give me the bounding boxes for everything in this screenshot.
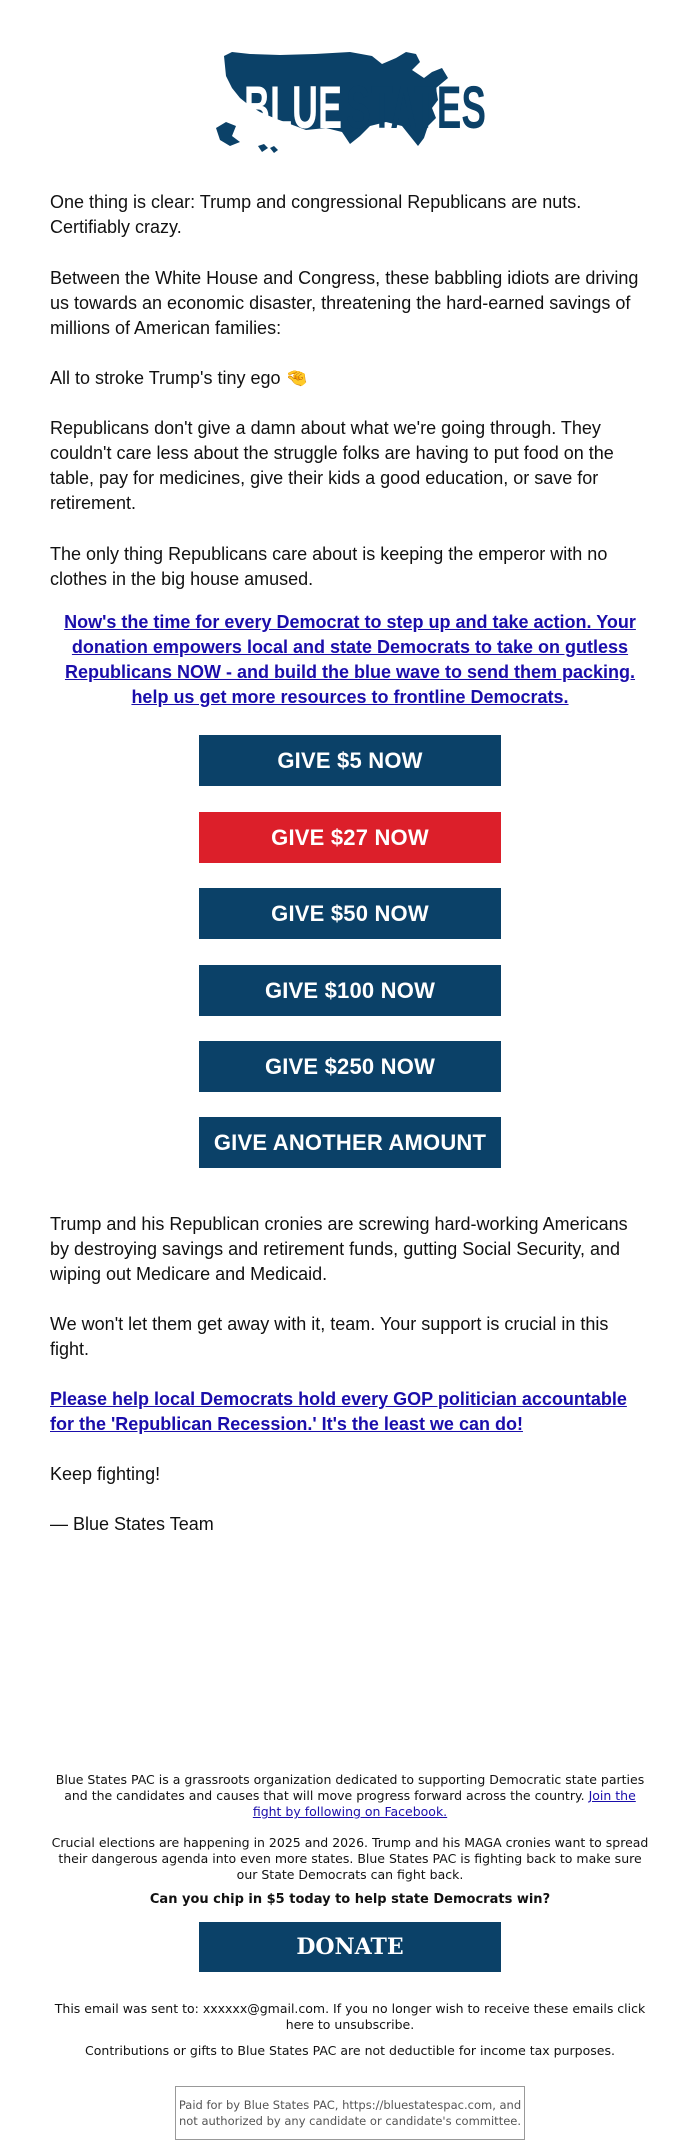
footer-about-text: Blue States PAC is a grassroots organization dedicated to supporting Democratic state parties and the candidates and causes that will move progress forward across the country. — [55, 1772, 645, 1803]
intro-paragraph-3: All to stroke Trump's tiny ego 🤏 — [50, 368, 308, 388]
footer-elections-text: Crucial elections are happening in 2025 and 2026. Trump and his MAGA cronies want to spread their dangerous agenda into even more states. Blue States PAC is fighting back to make sure our State Democrats can fight back. — [51, 1835, 649, 1882]
give-27-button[interactable]: GIVE $27 NOW — [199, 812, 501, 863]
give-another-amount-button[interactable]: GIVE ANOTHER AMOUNT — [199, 1117, 501, 1168]
footer-ask-text: Can you chip in $5 today to help state Democrats win? — [149, 1892, 551, 1907]
svg-text:STATES: STATES — [346, 74, 486, 141]
accountability-link[interactable]: Please help local Democrats hold every GOP politician accountable for the 'Republican Recession.' It's the least we can do! — [50, 1389, 627, 1434]
blue-states-logo[interactable] — [0, 48, 700, 158]
outro-paragraph-1: Trump and his Republican cronies are screwing hard-working Americans by destroying savings and retirement funds, gutting Social Security, and wiping out Medicare and Medicaid. — [50, 1214, 628, 1284]
intro-paragraph-2: Between the White House and Congress, these babbling idiots are driving us towards an economic disaster, threatening the hard-earned savings of millions of American families: — [50, 268, 639, 338]
give-100-button[interactable]: GIVE $100 NOW — [199, 965, 501, 1016]
give-50-button[interactable]: GIVE $50 NOW — [199, 888, 501, 939]
give-250-button[interactable]: GIVE $250 NOW — [199, 1041, 501, 1092]
signature: — Blue States Team — [50, 1514, 214, 1534]
us-map-icon — [210, 48, 490, 156]
footer-about — [50, 1772, 650, 1820]
facebook-link[interactable]: Join the fight by following on Facebook. — [252, 1788, 636, 1819]
footer-tax-text: Contributions or gifts to Blue States PAC are not deductible for income tax purposes. — [85, 2043, 615, 2058]
intro-paragraph-5: The only thing Republicans care about is keeping the emperor with no clothes in the big house amused. — [50, 544, 608, 589]
give-5-button[interactable]: GIVE $5 NOW — [199, 735, 501, 786]
keep-fighting-text: Keep fighting! — [50, 1464, 161, 1484]
intro-paragraph-1: One thing is clear: Trump and congressional Republicans are nuts. Certifiably crazy. — [50, 192, 582, 237]
intro-paragraph-4: Republicans don't give a damn about what we're going through. They couldn't care less about the struggle folks are having to put food on the table, pay for medicines, give their kids a good education, or save for retirement. — [50, 418, 614, 513]
donate-button[interactable]: DONATE — [199, 1922, 501, 1972]
outro-paragraph-2: We won't let them get away with it, team. Your support is crucial in this fight. — [50, 1314, 609, 1359]
donation-cta-link[interactable]: Now's the time for every Democrat to step up and take action. Your donation empowers local and state Democrats to take on gutless Republicans NOW - and build the blue wave to send them packing. help us get more resources to frontline Democrats. — [64, 612, 636, 707]
paid-for-disclaimer: Paid for by Blue States PAC, https://bluestatespac.com, and not authorized by any candidate or candidate's committee. — [175, 2086, 525, 2140]
footer-unsubscribe-text[interactable]: This email was sent to: xxxxxx@gmail.com. If you no longer wish to receive these emails click here to unsubscribe. — [54, 2001, 646, 2032]
svg-text:BLUE: BLUE — [244, 74, 342, 141]
